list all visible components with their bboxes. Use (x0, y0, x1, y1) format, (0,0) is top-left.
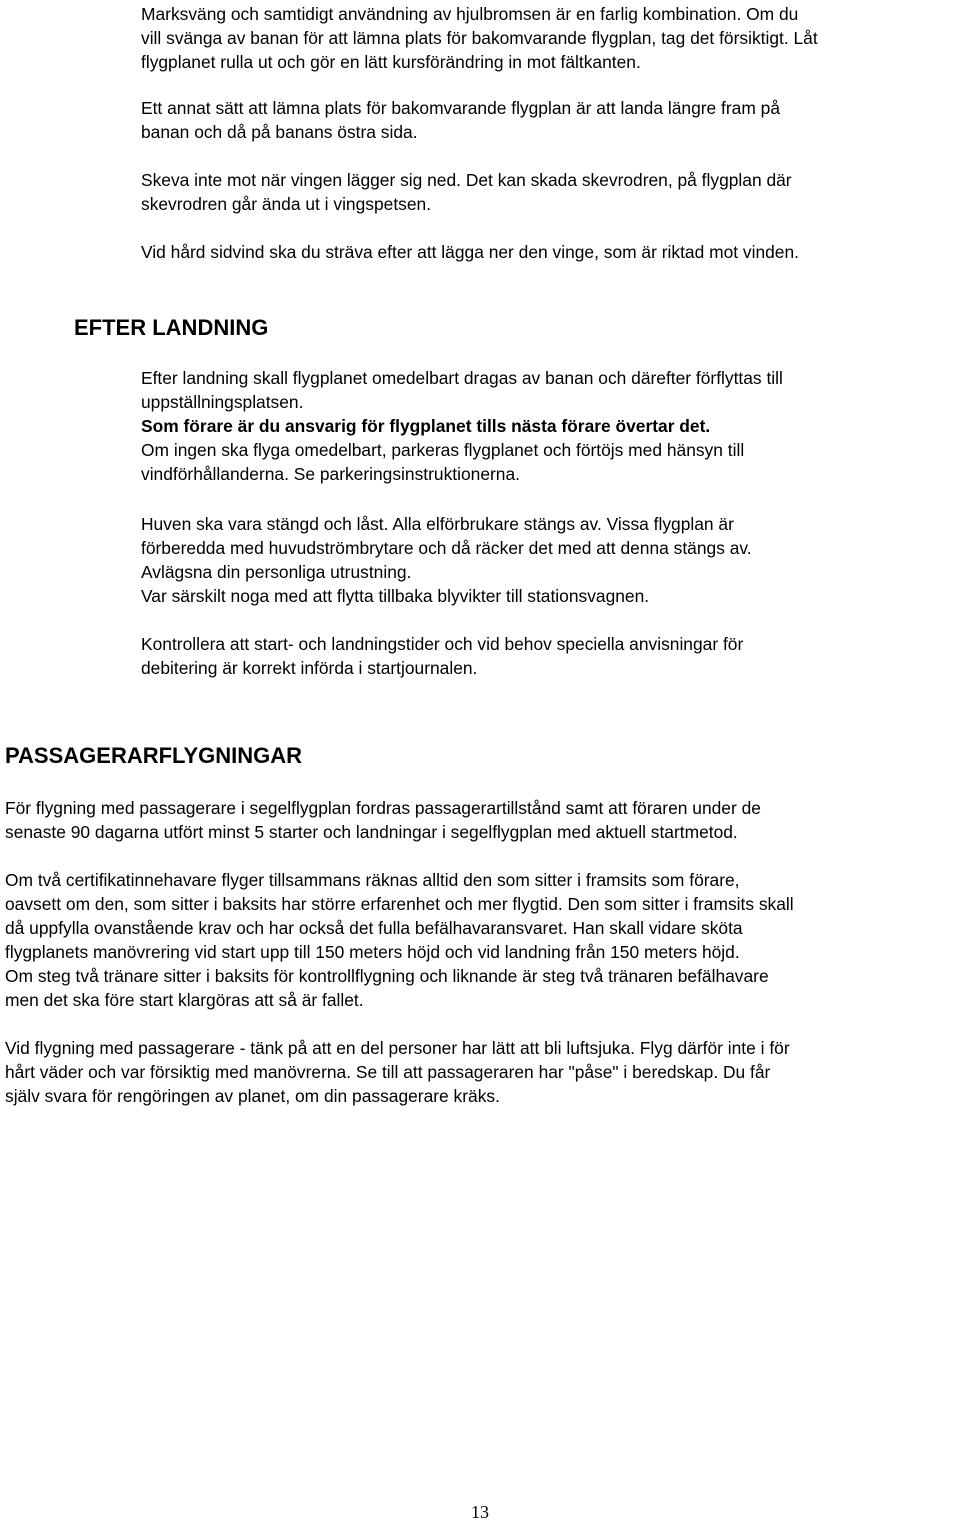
text-line: Vid hård sidvind ska du sträva efter att lägga ner den vinge, som är riktad mot vinden. (141, 242, 799, 262)
text-line: debitering är korrekt införda i startjournalen. (141, 658, 478, 678)
text-line: Kontrollera att start- och landningstider och vid behov speciella anvisningar för (141, 634, 744, 654)
bold-responsibility-line: Som förare är du ansvarig för flygplanet tills nästa förare övertar det. (141, 416, 711, 436)
text-line: Avlägsna din personliga utrustning. (141, 562, 412, 582)
text-line: vindförhållanderna. Se parkeringsinstruktionerna. (141, 464, 520, 484)
paragraph-crosswind (141, 240, 799, 264)
text-line: Efter landning skall flygplanet omedelbart dragas av banan och därefter förflyttas till (141, 368, 783, 388)
text-line: Huven ska vara stängd och låst. Alla elförbrukare stängs av. Vissa flygplan är (141, 514, 734, 534)
text-line: men det ska före start klargöras att så är fallet. (5, 990, 364, 1010)
text-line: skevrodren går ända ut i vingspetsen. (141, 194, 432, 214)
paragraph-taxi-braking (141, 2, 818, 74)
heading-passenger-flights: PASSAGERARFLYGNINGAR (5, 743, 303, 768)
text-line: då uppfylla ovanstående krav och har också det fulla befälhavaransvaret. Han skall vidare sköta (5, 918, 743, 938)
text-line: Ett annat sätt att lämna plats för bakomvarande flygplan är att landa längre fram på (141, 98, 780, 118)
text-line: Om steg två tränare sitter i baksits för kontrollflygning och liknande är steg två tränaren befälhavare (5, 966, 769, 986)
text-line: För flygning med passagerare i segelflygplan fordras passagerartillstånd samt att föraren under de (5, 798, 761, 818)
text-line: flygplanets manövrering vid start upp till 150 meters höjd och vid landning från 150 meters höjd. (5, 942, 740, 962)
text-line: Om två certifikatinnehavare flyger tillsammans räknas alltid den som sitter i framsits som förare, (5, 870, 740, 890)
heading-after-landing: EFTER LANDNING (74, 315, 269, 340)
paragraph-passenger-1 (5, 796, 761, 844)
text-line: Skeva inte mot när vingen lägger sig ned. Det kan skada skevrodren, på flygplan där (141, 170, 792, 190)
text-line: själv svara för rengöringen av planet, om din passagerare kräks. (5, 1086, 500, 1106)
paragraph-land-further (141, 96, 780, 144)
paragraph-after-landing-1 (141, 366, 783, 486)
text-line: Var särskilt noga med att flytta tillbaka blyvikter till stationsvagnen. (141, 586, 650, 606)
text-line: uppställningsplatsen. (141, 392, 304, 412)
text-line: oavsett om den, som sitter i baksits har större erfarenhet och mer flygtid. Den som sitter i framsits skall (5, 894, 794, 914)
paragraph-after-landing-3 (141, 632, 743, 680)
text-line: vill svänga av banan för att lämna plats för bakomvarande flygplan, tag det försiktigt. Låt (141, 28, 818, 48)
text-line: senaste 90 dagarna utfört minst 5 starter och landningar i segelflygplan med aktuell startmetod. (5, 822, 738, 842)
page-number: 13 (471, 1502, 489, 1522)
text-line: Vid flygning med passagerare - tänk på att en del personer har lätt att bli luftsjuka. Flyg därför inte i för (5, 1038, 790, 1058)
text-line: hårt väder och var försiktig med manövrerna. Se till att passageraren har "påse" i beredskap. Du får (5, 1062, 771, 1082)
paragraph-passenger-2 (5, 868, 794, 1012)
text-line: Om ingen ska flyga omedelbart, parkeras flygplanet och förtöjs med hänsyn till (141, 440, 745, 460)
text-line: flygplanet rulla ut och gör en lätt kursförändring in mot fältkanten. (141, 52, 641, 72)
text-line: Marksväng och samtidigt användning av hjulbromsen är en farlig kombination. Om du (141, 4, 799, 24)
paragraph-passenger-3 (5, 1036, 790, 1108)
paragraph-aileron (141, 168, 792, 216)
text-line: förberedda med huvudströmbrytare och då räcker det med att denna stängs av. (141, 538, 752, 558)
text-line: banan och då på banans östra sida. (141, 122, 418, 142)
paragraph-after-landing-2 (141, 512, 752, 608)
